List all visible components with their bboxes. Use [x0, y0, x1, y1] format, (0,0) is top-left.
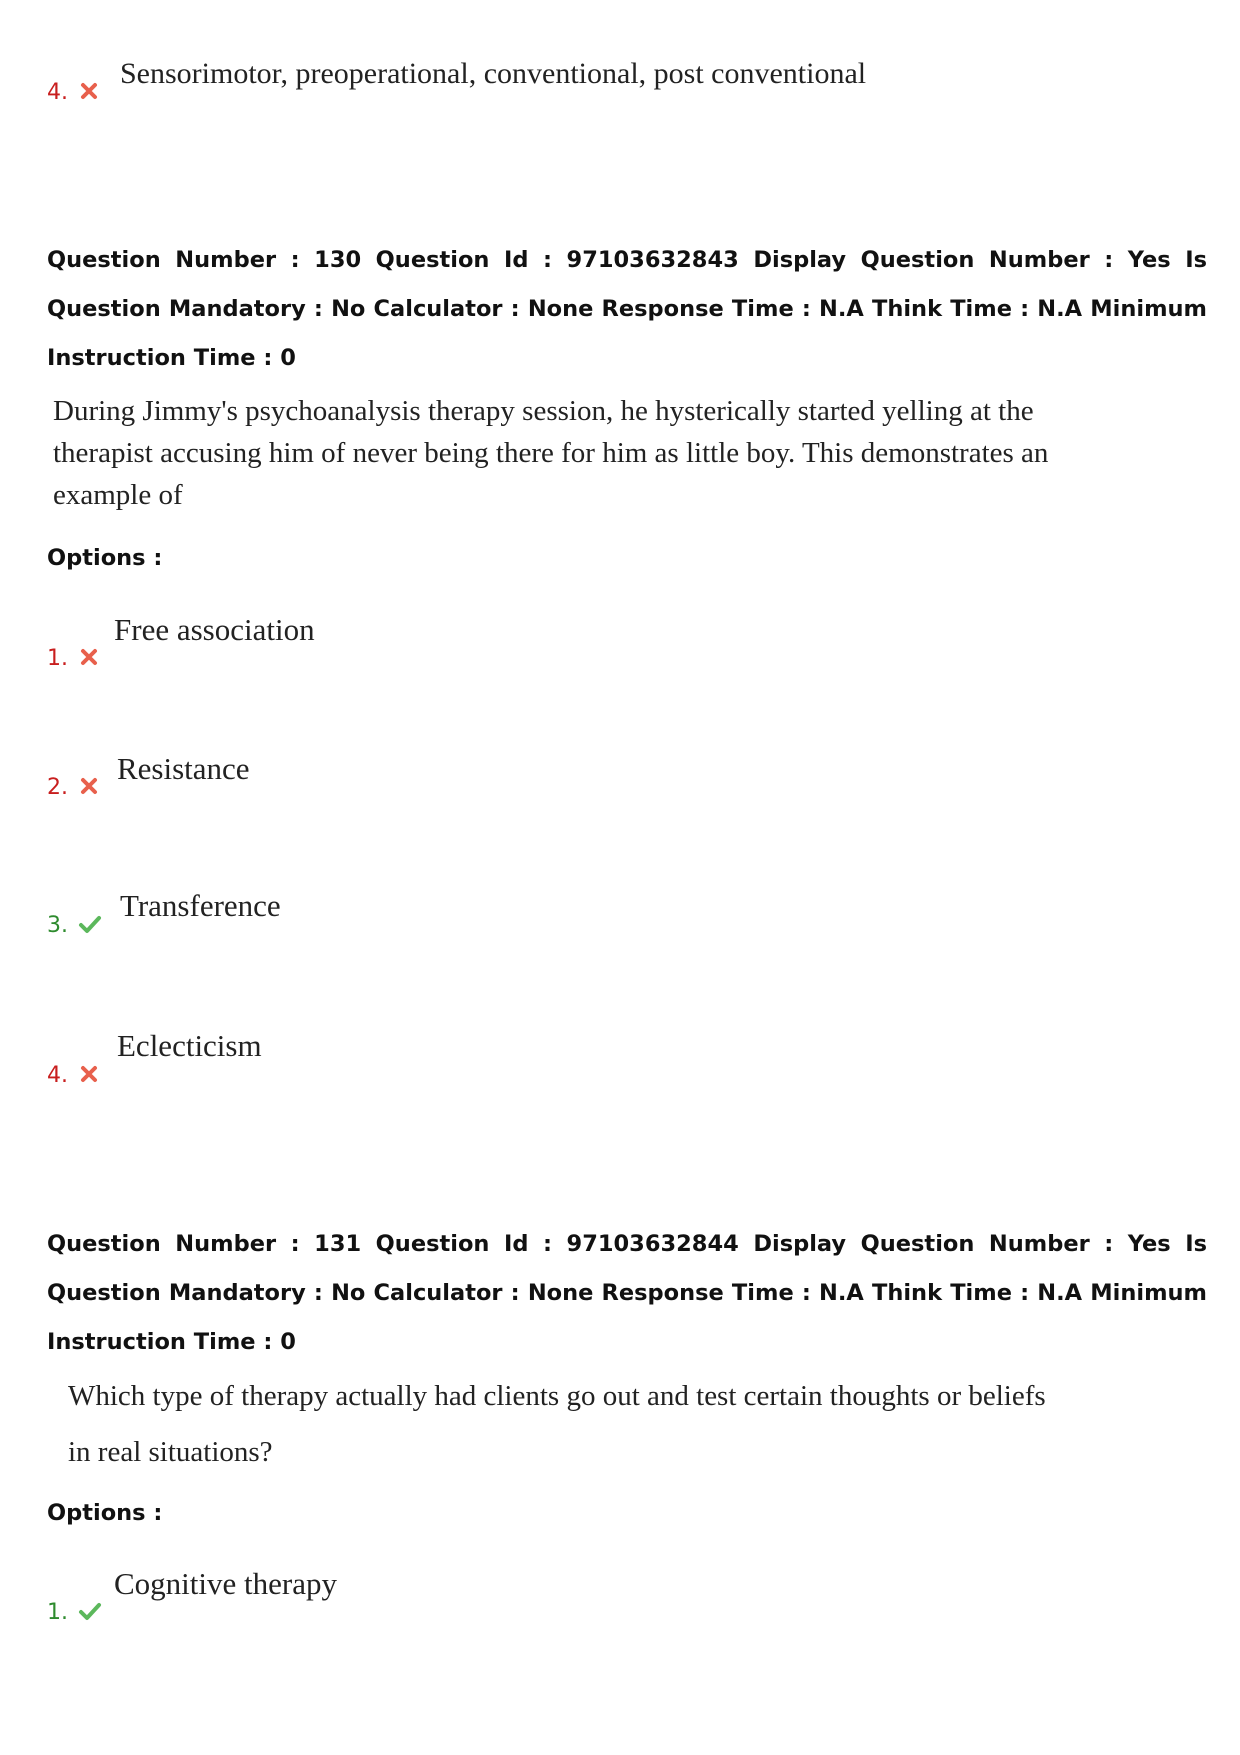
option-text: Cognitive therapy [114, 1566, 337, 1601]
option-text: Sensorimotor, preoperational, conventional, post conventional [120, 57, 867, 90]
option-text: Free association [114, 612, 315, 647]
option-text: Eclecticism [117, 1028, 262, 1063]
cross-icon [78, 646, 100, 668]
options-label: Options : [47, 545, 163, 571]
question-text-line: During Jimmy's psychoanalysis therapy session, he hysterically started yelling at the [53, 395, 1034, 427]
question-text-line: in real situations? [68, 1436, 273, 1468]
question-text-line: example of [53, 479, 183, 511]
option-text: Transference [120, 888, 281, 923]
option-number: 2. [47, 775, 68, 800]
option-number: 3. [47, 913, 68, 938]
cross-icon [78, 80, 100, 102]
question-text-line: therapist accusing him of never being there for him as little boy. This demonstrates an [53, 437, 1049, 469]
checkmark-icon [78, 1600, 102, 1622]
checkmark-icon [78, 913, 102, 935]
cross-icon [78, 775, 100, 797]
option-number: 1. [47, 1600, 68, 1625]
question-meta: Question Number : 131 Question Id : 97103632844 Display Question Number : Yes Is Question Mandatory : No Calculator : None Response Time : N.A Think Time : N.A Minimum Instruction Time : 0 [47, 1231, 1207, 1355]
options-label: Options : [47, 1500, 163, 1526]
question-meta: Question Number : 130 Question Id : 97103632843 Display Question Number : Yes Is Question Mandatory : No Calculator : None Response Time : N.A Think Time : N.A Minimum Instruction Time : 0 [47, 247, 1207, 371]
option-number: 1. [47, 646, 68, 671]
cross-icon [78, 1063, 100, 1085]
question-text-line: Which type of therapy actually had clients go out and test certain thoughts or beliefs [68, 1380, 1046, 1412]
option-text: Resistance [117, 751, 250, 786]
option-number: 4. [47, 80, 68, 105]
option-number: 4. [47, 1063, 68, 1088]
